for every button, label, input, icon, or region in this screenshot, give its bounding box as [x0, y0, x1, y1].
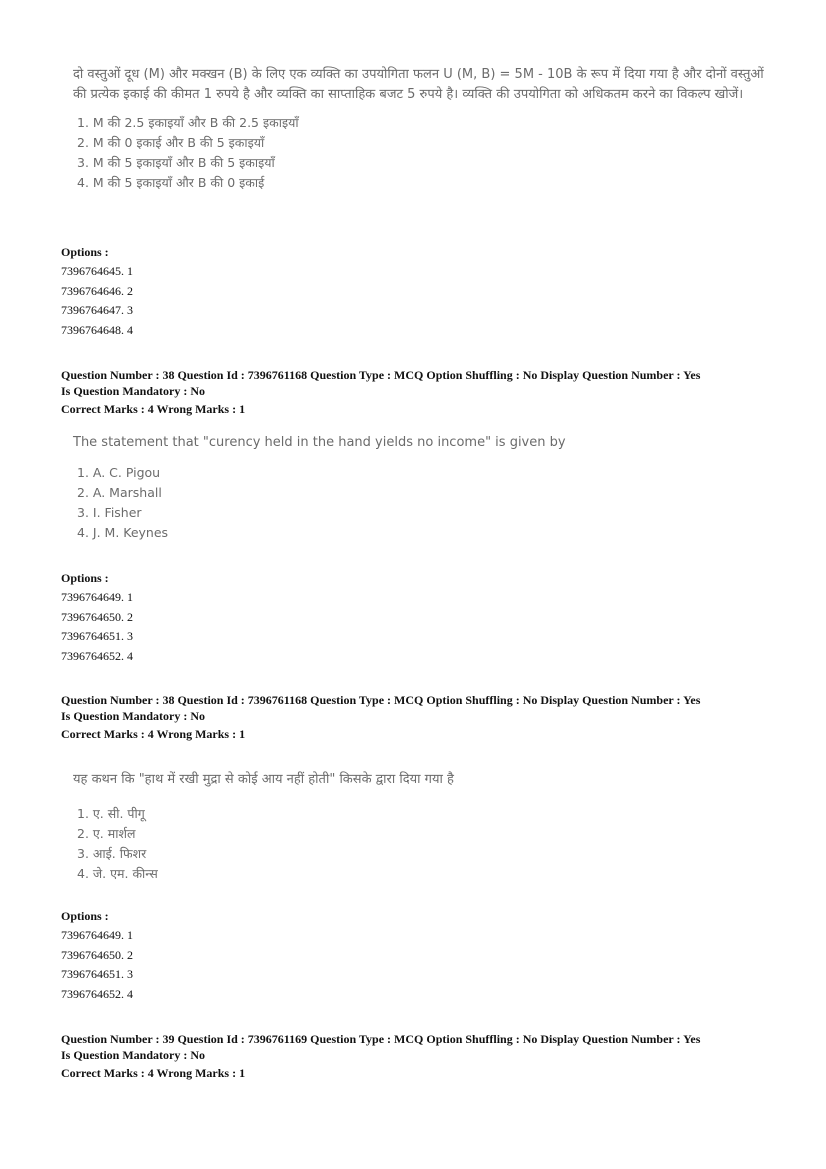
question-38-hi-option-2: 2. ए. मार्शल: [77, 826, 136, 841]
question-38-hi-stem: यह कथन कि "हाथ में रखी मुद्रा से कोई आय नहीं होती" किसके द्वारा दिया गया है: [73, 772, 454, 787]
option-id-row: 7396764648. 4: [61, 322, 133, 337]
question-38-en-option-1: 1. A. C. Pigou: [77, 465, 161, 480]
question-37-option-2: 2. M की 0 इकाई और B की 5 इकाइयाँ: [77, 135, 265, 150]
options-heading: Options :: [61, 571, 109, 585]
question-marks-line: Correct Marks : 4 Wrong Marks : 1: [61, 727, 246, 741]
question-mandatory-line: Is Question Mandatory : No: [61, 1048, 206, 1062]
question-38-hi-options-list: [61, 907, 133, 1004]
question-39-meta: [61, 1031, 781, 1081]
option-id-row: 7396764647. 3: [61, 303, 133, 317]
question-meta-line: Question Number : 38 Question Id : 7396761168 Question Type : MCQ Option Shuffling : No Display Question Number : Yes: [61, 693, 701, 707]
question-37-option-4: 4. M की 5 इकाइयाँ और B की 0 इकाई: [77, 175, 265, 190]
question-marks-line: Correct Marks : 4 Wrong Marks : 1: [61, 1066, 246, 1080]
question-38-en-options-list: [61, 569, 133, 666]
option-id-row: 7396764650. 2: [61, 947, 133, 962]
option-id-row: 7396764651. 3: [61, 629, 133, 643]
question-37-image: [73, 65, 773, 193]
option-id-row: 7396764649. 1: [61, 928, 133, 942]
question-37-option-1: 1. M की 2.5 इकाइयाँ और B की 2.5 इकाइयाँ: [77, 115, 299, 130]
option-id-row: 7396764649. 1: [61, 590, 133, 604]
question-38-hi-image: [73, 770, 773, 884]
question-mandatory-line: Is Question Mandatory : No: [61, 709, 206, 723]
question-38-hi-option-4: 4. जे. एम. कीन्स: [77, 866, 158, 881]
question-38-en-image: [73, 433, 773, 543]
option-id-row: 7396764646. 2: [61, 283, 133, 298]
question-38-en-stem: The statement that "curency held in the hand yields no income" is given by: [73, 435, 566, 450]
question-meta-line: Question Number : 39 Question Id : 7396761169 Question Type : MCQ Option Shuffling : No Display Question Number : Yes: [61, 1032, 701, 1046]
question-marks-line: Correct Marks : 4 Wrong Marks : 1: [61, 402, 246, 416]
option-id-row: 7396764645. 1: [61, 264, 133, 278]
question-37-option-3: 3. M की 5 इकाइयाँ और B की 5 इकाइयाँ: [77, 155, 275, 170]
option-id-row: 7396764652. 4: [61, 986, 133, 1001]
option-id-row: 7396764650. 2: [61, 609, 133, 624]
question-37-options-list: [61, 243, 133, 340]
question-37-stem: दो वस्तुओं दूध (M) और मक्खन (B) के लिए एक व्यक्ति का उपयोगिता फलन U (M, B) = 5M - 10B के रूप में दिया गया है और दोनों वस्तुओं की प्रत्येक इकाई की कीमत 1 रुपये है और व्यक्ति का साप्ताहिक बजट 5 रुपये है। व्यक्ति की उपयोगिता को अधिकतम करने का विकल्प खोजें।: [73, 67, 764, 102]
option-id-row: 7396764651. 3: [61, 967, 133, 981]
question-38-en-option-3: 3. I. Fisher: [77, 505, 142, 520]
question-38-hi-option-1: 1. ए. सी. पीगू: [77, 806, 145, 821]
question-38-en-option-4: 4. J. M. Keynes: [77, 525, 169, 540]
question-mandatory-line: Is Question Mandatory : No: [61, 384, 206, 398]
question-meta-line: Question Number : 38 Question Id : 7396761168 Question Type : MCQ Option Shuffling : No Display Question Number : Yes: [61, 368, 701, 382]
option-id-row: 7396764652. 4: [61, 648, 133, 663]
question-38-hi-meta: [61, 692, 781, 742]
question-38-en-option-2: 2. A. Marshall: [77, 485, 162, 500]
options-heading: Options :: [61, 909, 109, 923]
options-heading: Options :: [61, 245, 109, 259]
question-38-en-meta: [61, 367, 781, 417]
question-38-hi-option-3: 3. आई. फिशर: [77, 846, 147, 861]
